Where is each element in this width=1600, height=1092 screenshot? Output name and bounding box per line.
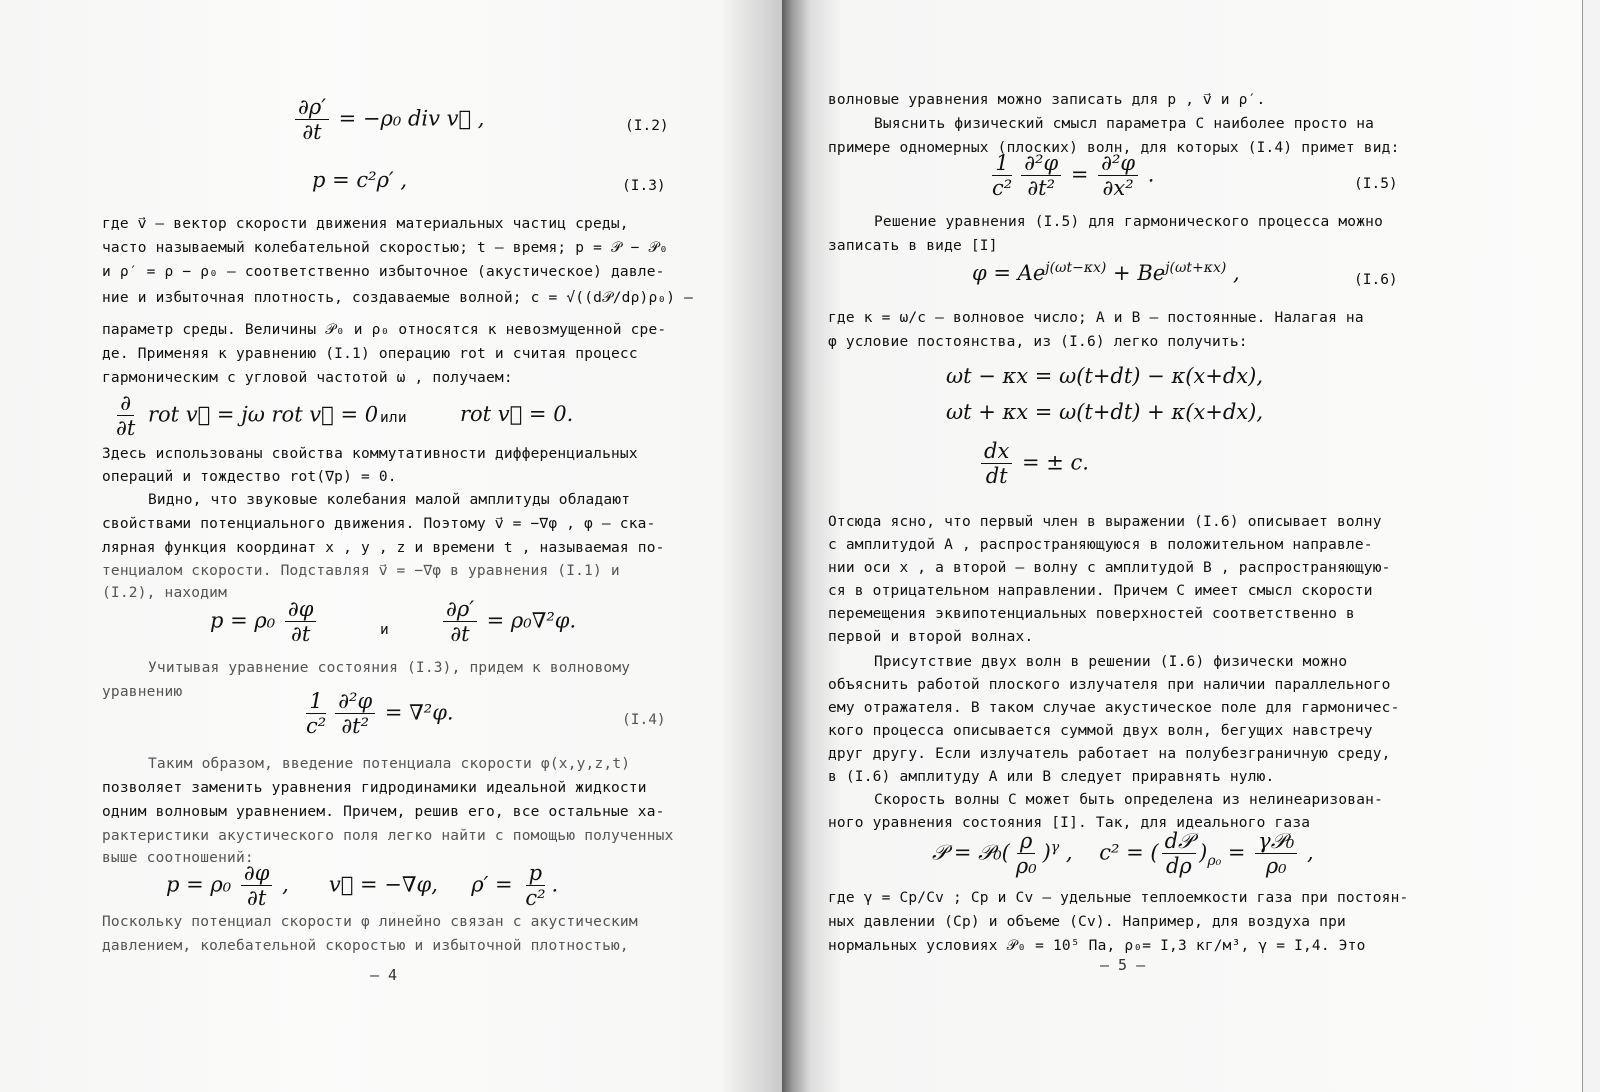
text-line: Скорость волны C может быть определена из нелинеаризован- xyxy=(874,792,1383,808)
text-line: где γ = Cp/Cv ; Cp и Cv – удельные теплоемкости газа при постоян- xyxy=(828,890,1409,906)
equation-1-4: $\frac{1}{\text{c²}}$ $\frac{\text{∂²φ}}{\text{∂t²}}$ = ∇²φ. xyxy=(306,689,454,739)
text-line: Выяснить физический смысл параметра C наиболее просто на xyxy=(874,116,1375,132)
text-line: волновые уравнения можно записать для p , v⃗ и ρ′. xyxy=(828,92,1266,108)
word-or: или xyxy=(380,410,407,426)
equation-p-right: $\frac{\partial\rho'}{\partial t}$ = ρ₀∇²φ. xyxy=(440,598,576,646)
text-line: где v⃗ – вектор скорости движения материальных частиц среды, xyxy=(102,216,629,232)
text-line: уравнению xyxy=(102,684,183,700)
text-line: Таким образом, введение потенциала скорости φ(x,y,z,t) xyxy=(148,756,631,772)
text-line: позволяет заменить уравнения гидродинамики идеальной жидкости xyxy=(102,780,647,796)
text-line: операций и тождество rot(∇p) = 0. xyxy=(102,469,397,485)
left-page xyxy=(0,0,782,1092)
equation-relations: p = ρ₀ $\frac{\partial\varphi}{\partial t}$ , v⃗ = −∇φ, ρ′ = $\frac{p}{\text{c²}}$ . xyxy=(166,861,559,911)
text-line: Решение уравнения (I.5) для гармонического процесса можно xyxy=(874,214,1383,230)
text-line: Отсюда ясно, что первый член в выражении (I.6) описывает волну xyxy=(828,514,1382,530)
text-line: рактеристики акустического поля легко найти с помощью полученных xyxy=(102,828,674,844)
equation-1-5: $\frac{1}{\text{c²}}$ $\frac{\text{∂²φ}}{\text{∂t²}}$ = $\frac{\text{∂²φ}}{\text{∂x²}}$ . xyxy=(992,151,1155,201)
text-line: первой и второй волнах. xyxy=(828,629,1034,645)
text-line: друг другу. Если излучатель работает на полубезграничную среду, xyxy=(828,746,1391,762)
page-edge xyxy=(1582,0,1600,1092)
text-line: ных давлении (Cp) и объеме (Cv). Например, для воздуха при xyxy=(828,914,1346,930)
text-line: объяснить работой плоского излучателя при наличии параллельного xyxy=(828,677,1391,693)
text-line: ся в отрицательном направлении. Причем C имеет смысл скорости xyxy=(828,583,1373,599)
text-line: ему отражателя. В таком случае акустическое поле для гармоничес- xyxy=(828,700,1400,716)
equation-number-1-2: (I.2) xyxy=(625,118,669,134)
text-line: Поскольку потенциал скорости φ линейно связан с акустическим xyxy=(102,914,638,930)
text-line: Здесь использованы свойства коммутативности дифференциальных xyxy=(102,446,638,462)
text-line: (I.2), находим xyxy=(102,585,228,601)
text-line: свойствами потенциального движения. Поэтому v⃗ = −∇φ , φ – ска- xyxy=(102,516,656,532)
text-line: кого процесса описывается суммой двух волн, бегущих навстречу xyxy=(828,723,1373,739)
text-line: Видно, что звуковые колебания малой амплитуды обладают xyxy=(148,492,631,508)
equation-1-6: $\varphi = Ae^{j(\omega t-\kappa x)} + Be^{j(\omega t+\kappa x)}$ , xyxy=(972,260,1240,285)
text-line: где κ = ω/c – волновое число; A и B – постоянные. Налагая на xyxy=(828,310,1364,326)
equation-phase-2: ωt + κx = ω(t+dt) + κ(x+dx), xyxy=(946,400,1263,424)
text-line: в (I.6) амплитуду A или B следует приравнять нулю. xyxy=(828,769,1275,785)
text-line: одним волновым уравнением. Причем, решив его, все остальные ха- xyxy=(102,804,665,820)
text-line: нии оси x , а второй – волну с амплитудой B , распространяющую- xyxy=(828,560,1391,576)
text-line: перемещения эквипотенциальных поверхностей соответственно в xyxy=(828,606,1355,622)
text-line: записать в виде [I] xyxy=(828,238,998,254)
text-line: и ρ′ = ρ − ρ₀ – соответственно избыточное (акустическое) давле- xyxy=(102,264,665,280)
equation-phase-1: ωt − κx = ω(t+dt) − κ(x+dx), xyxy=(946,364,1263,388)
equation-number-1-6: (I.6) xyxy=(1354,272,1398,288)
equation-p-left: p = ρ₀ $\frac{\partial\varphi}{\partial t}$ xyxy=(210,598,319,646)
equation-1-2: $\frac{\partial\rho'}{\partial t}$ = −ρ₀ div v⃗ , xyxy=(292,96,484,144)
equation-1-3: p = c²ρ′ , xyxy=(312,168,408,192)
right-page xyxy=(782,0,1582,1092)
text-line: с амплитудой A , распространяющуюся в положительном направле- xyxy=(828,537,1373,553)
text-line: часто называемый колебательной скоростью; t – время; p = 𝒫 − 𝒫₀ xyxy=(102,240,669,256)
text-line: ние и избыточная плотность, создаваемые волной; c = √((d𝒫/dρ)ρ₀) – xyxy=(102,290,694,306)
text-line: Учитывая уравнение состояния (I.3), придем к волновому xyxy=(148,660,631,676)
text-line: лярная функция координат x , y , z и времени t , называемая по- xyxy=(102,540,665,556)
text-line: де. Применяя к уравнению (I.1) операцию rot и считая процесс xyxy=(102,346,638,362)
word-and: и xyxy=(380,622,389,638)
text-line: тенциалом скорости. Подставляя v⃗ = −∇φ в уравнения (I.1) и xyxy=(102,563,620,579)
text-line: параметр среды. Величины 𝒫₀ и ρ₀ относятся к невозмущенной сре- xyxy=(102,322,667,338)
equation-rot-left: ∂ ∂t rot v⃗ = jω rot v⃗ = 0 xyxy=(116,391,379,441)
text-line: выше соотношений: xyxy=(102,850,254,866)
text-line: давлением, колебательной скоростью и избыточной плотностью, xyxy=(102,938,629,954)
text-line: гармоническим с угловой частотой ω , получаем: xyxy=(102,370,513,386)
page-number-left: – 4 xyxy=(370,966,398,984)
text-line: примере одномерных (плоских) волн, для которых (I.4) примет вид: xyxy=(828,140,1400,156)
equation-rot-right: rot v⃗ = 0. xyxy=(460,402,574,426)
text-line: φ условие постоянства, из (I.6) легко получить: xyxy=(828,334,1248,350)
text-line: ного уравнения состояния [I]. Так, для идеального газа xyxy=(828,815,1311,831)
page-number-right: – 5 – xyxy=(1100,956,1146,974)
text-line: Присутствие двух волн в решении (I.6) физически можно xyxy=(874,654,1348,670)
equation-gas: 𝒫 = 𝒫₀( $\frac{\rho}{\text{ρ₀}}$ )$^\gamma$ , c² = ( d𝒫 dρ )$_{\rho_0}$ = γ𝒫₀ ρ₀ , xyxy=(932,829,1314,879)
equation-number-1-4: (I.4) xyxy=(622,712,666,728)
equation-number-1-5: (I.5) xyxy=(1354,176,1398,192)
equation-number-1-3: (I.3) xyxy=(622,178,666,194)
text-line: нормальных условиях 𝒫₀ = 10⁵ Па, ρ₀= I,3 кг/м³, γ = I,4. Это xyxy=(828,938,1366,954)
equation-phase-3: $\frac{dx}{dt}$ = ± c. xyxy=(978,440,1089,488)
